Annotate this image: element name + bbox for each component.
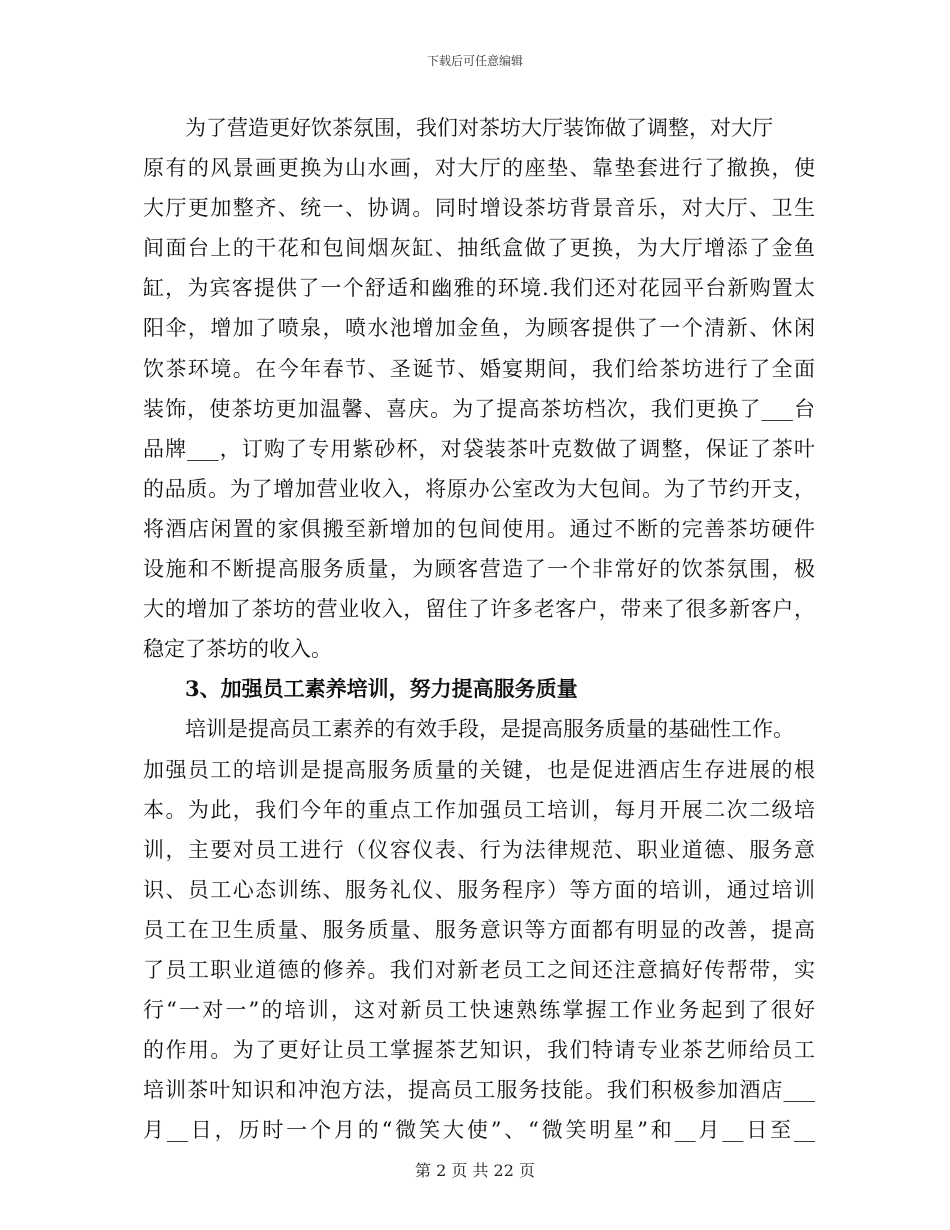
text-line: 饮茶环境。在今年春节、圣诞节、婚宴期间，我们给茶坊进行了全面 — [143, 356, 815, 381]
text-line: 为了营造更好饮茶氛围，我们对茶坊大厅装饰做了调整，对大厅 — [185, 116, 773, 140]
page-header: 下载后可任意编辑 — [426, 54, 523, 68]
text-line: 本。为此，我们今年的重点工作加强员工培训，每月开展二次二级培 — [143, 797, 815, 822]
text-line: 将酒店闲置的家俱搬至新增加的包间使用。通过不断的完善茶坊硬件 — [143, 516, 815, 541]
text-line: 缸，为宾客提供了一个舒适和幽雅的环境.我们还对花园平台新购置太 — [143, 276, 815, 301]
text-line: 行“一对一”的培训，这对新员工快速熟练掌握工作业务起到了很好 — [143, 998, 815, 1023]
text-line: 的品质。为了增加营业收入，将原办公室改为大包间。为了节约开支， — [143, 476, 815, 501]
text-line: 原有的风景画更换为山水画，对大厅的座垫、靠垫套进行了撤换，使 — [143, 156, 815, 181]
text-line: 设施和不断提高服务质量，为顾客营造了一个非常好的饮茶氛围，极 — [143, 557, 815, 582]
text-line: 月__日，历时一个月的“微笑大使”、“微笑明星”和__月__日至__ — [143, 1118, 815, 1143]
text-line: 培训是提高员工素养的有效手段，是提高服务质量的基础性工作。 — [185, 717, 794, 742]
text-line: 品牌___，订购了专用紫砂杯，对袋装茶叶克数做了调整，保证了茶叶 — [143, 436, 815, 461]
text-line: 加强员工的培训是提高服务质量的关键，也是促进酒店生存进展的根 — [143, 757, 815, 782]
section-heading: 3、加强员工素养培训，努力提高服务质量 — [185, 676, 578, 702]
text-line: 培训茶叶知识和冲泡方法，提高员工服务技能。我们积极参加酒店___ — [143, 1078, 815, 1103]
text-line: 间面台上的干花和包间烟灰缸、抽纸盒做了更换，为大厅增添了金鱼 — [143, 236, 815, 261]
text-line: 大的增加了茶坊的营业收入，留住了许多老客户，带来了很多新客户， — [143, 597, 815, 622]
text-line: 的作用。为了更好让员工掌握茶艺知识，我们特请专业茶艺师给员工 — [143, 1038, 815, 1063]
text-line: 识、员工心态训练、服务礼仪、服务程序）等方面的培训，通过培训 — [143, 877, 815, 902]
text-line: 员工在卫生质量、服务质量、服务意识等方面都有明显的改善，提高 — [143, 917, 815, 942]
text-line: 阳伞，增加了喷泉，喷水池增加金鱼，为顾客提供了一个清新、休闲 — [143, 316, 815, 341]
text-line: 训，主要对员工进行（仪容仪表、行为法律规范、职业道德、服务意 — [143, 837, 815, 862]
document-body — [143, 108, 815, 1150]
text-line: 稳定了茶坊的收入。 — [143, 637, 332, 662]
text-line: 了员工职业道德的修养。我们对新老员工之间还注意搞好传帮带，实 — [143, 957, 815, 982]
page-number: 第 2 页 共 22 页 — [415, 1161, 535, 1180]
text-line: 装饰，使茶坊更加温馨、喜庆。为了提高茶坊档次，我们更换了___台 — [143, 396, 815, 421]
text-line: 大厅更加整齐、统一、协调。同时增设茶坊背景音乐，对大厅、卫生 — [143, 196, 815, 221]
